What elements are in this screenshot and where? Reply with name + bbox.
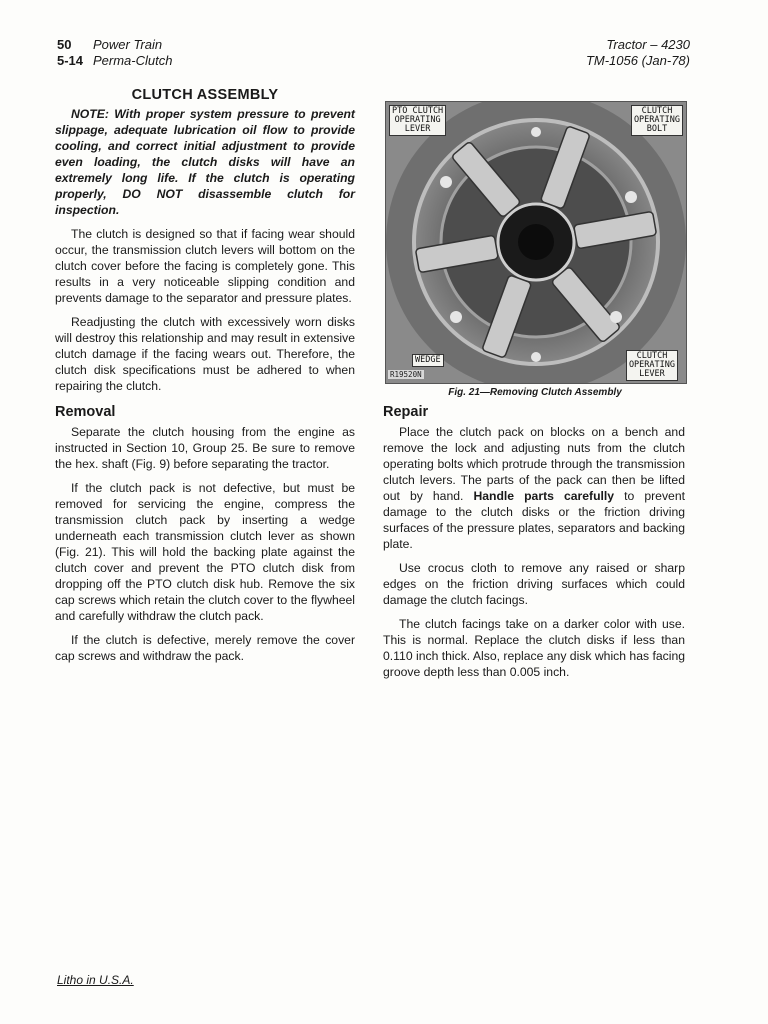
note-body: With proper system pressure to prevent slippage, adequate lubrication oil flow to provide cooling, and correct initial adjustment to provide even loading, the clutch disks will have an extremely long life. If the clutch is operating properly, DO NOT disassemble clutch for inspection. xyxy=(55,107,355,217)
label-clutch-operating-lever: CLUTCH OPERATING LEVER xyxy=(626,350,678,381)
page-header-right xyxy=(520,37,690,69)
right-column xyxy=(383,404,685,688)
note-paragraph xyxy=(55,106,355,218)
paragraph-readjusting: Readjusting the clutch with excessively worn disks will destroy this relationship and may result in extensive clutch damage if the facing wears out. Therefore, the clutch disk specifications must be adhered to when repairing the clutch. xyxy=(55,315,355,393)
repair1-emphasis: Handle parts carefully xyxy=(473,489,615,503)
repair1-text-a: Place the clutch pack on blocks on a bench and remove the lock and adjusting nuts from the clutch operating bolts which protrude through the transmission clutch levers. The parts of the pack can then be lifted out by hand. xyxy=(383,425,685,503)
paragraph-repair-2: Use crocus cloth to remove any raised or sharp edges on the friction driving surfaces which could damage the clutch facings. xyxy=(383,561,685,607)
header-row-group xyxy=(57,53,172,69)
paragraph-repair-1 xyxy=(383,424,685,552)
clutch-photo-illustration xyxy=(386,102,686,383)
repair-heading: Repair xyxy=(383,404,429,420)
section-title: Power Train xyxy=(93,37,163,52)
label-wedge: WEDGE xyxy=(412,354,444,367)
page-number: 50 xyxy=(57,37,72,52)
label-clutch-operating-bolt: CLUTCH OPERATING BOLT xyxy=(631,105,683,136)
paragraph-removal-1: Separate the clutch housing from the engine as instructed in Section 10, Group 25. Be sure to remove the hex. shaft (Fig. 9) before separating the tractor. xyxy=(55,425,355,471)
paragraph-facing-wear: The clutch is designed so that if facing wear should occur, the transmission clutch levers will bottom on the clutch cover before the facing is completely gone. This results in a very noticeable slipping condition and prevents damage to the separator and pressure plates. xyxy=(55,227,355,305)
litho-footer: Litho in U.S.A. xyxy=(57,973,134,987)
clutch-assembly-heading: CLUTCH ASSEMBLY xyxy=(131,87,279,103)
figure-caption: Fig. 21—Removing Clutch Assembly xyxy=(448,387,622,398)
label-pto-clutch-lever: PTO CLUTCH OPERATING LEVER xyxy=(389,105,446,136)
paragraph-removal-3: If the clutch is defective, merely remove the cover cap screws and withdraw the pack. xyxy=(55,633,355,663)
paragraph-removal-2: If the clutch pack is not defective, but must be removed for servicing the engine, compress the transmission clutch pack by inserting a wedge underneath each transmission clutch lever as shown (Fig. 21). This will hold the backing plate against the clutch cover and prevent the PTO clutch disk from dropping off the PTO clutch disk hub. Remove the six cap screws which retain the clutch cover to the flywheel and carefully withdraw the clutch pack. xyxy=(55,481,355,623)
model-name: Tractor – 4230 xyxy=(606,37,690,52)
removal-heading: Removal xyxy=(55,404,116,420)
left-column xyxy=(55,87,355,672)
repair1-text-b: to prevent damage to the clutch disks or the friction driving surfaces of the pressure plates, separators and backing plate. xyxy=(383,489,685,551)
page-header-left xyxy=(57,37,172,69)
group-title: Perma-Clutch xyxy=(93,53,173,68)
paragraph-repair-3: The clutch facings take on a darker color with use. This is normal. Replace the clutch disks if less than 0.110 inch thick. Also, replace any disk which has facing groove depth less than 0.005 inch. xyxy=(383,617,685,679)
note-lead: NOTE: xyxy=(71,107,109,121)
clutch-assembly-photo xyxy=(385,101,687,384)
header-row-page xyxy=(57,37,172,53)
image-id: R19520N xyxy=(390,370,422,379)
group-number: 5-14 xyxy=(57,53,84,68)
manual-number: TM-1056 (Jan-78) xyxy=(585,53,690,68)
